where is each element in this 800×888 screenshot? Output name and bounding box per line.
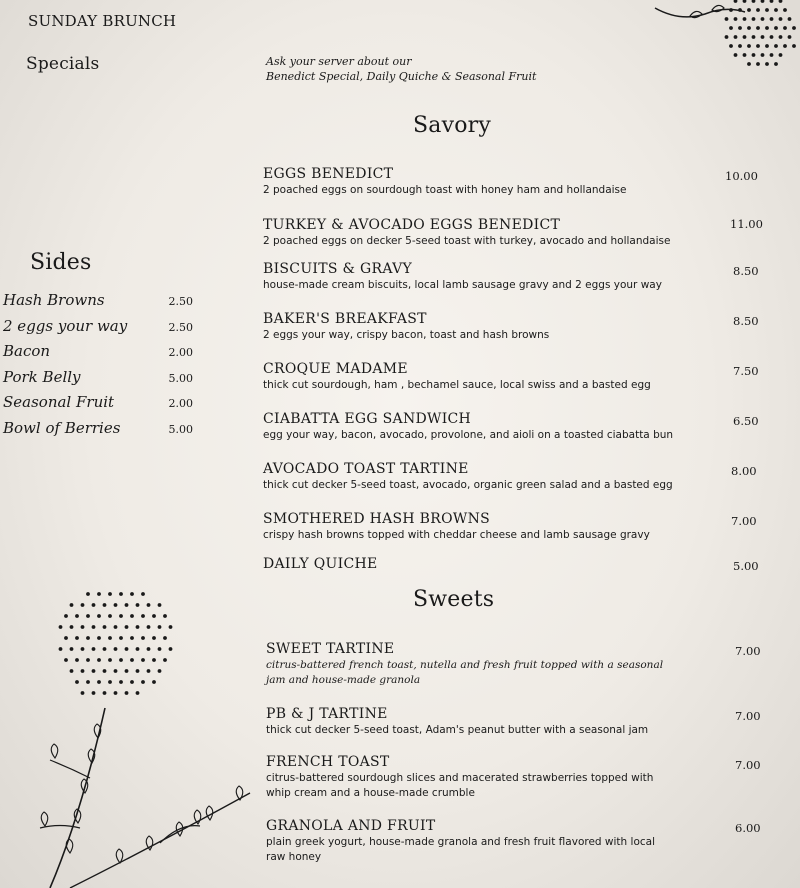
side-item-price: 5.00 <box>168 422 193 436</box>
menu-title: SUNDAY BRUNCH <box>28 12 177 30</box>
side-item <box>3 342 193 368</box>
side-item <box>3 317 193 343</box>
menu-item-price: 8.50 <box>733 264 759 278</box>
menu-item-price: 6.50 <box>733 414 759 428</box>
menu-item-name: SWEET TARTINE <box>266 641 395 657</box>
menu-item-description: thick cut decker 5-seed toast, avocado, organic green salad and a basted egg <box>263 479 673 491</box>
menu-item-description: egg your way, bacon, avocado, provolone, and aioli on a toasted ciabatta bun <box>263 429 674 441</box>
menu-item-price: 7.00 <box>735 644 761 658</box>
menu-item-name: DAILY QUICHE <box>263 556 378 572</box>
flower-branch-icon <box>10 588 270 888</box>
menu-item-name: GRANOLA AND FRUIT <box>266 818 436 834</box>
menu-item-name: AVOCADO TOAST TARTINE <box>263 461 469 477</box>
sweets-section-title: Sweets <box>413 587 495 612</box>
menu-item-bakers-breakfast <box>263 311 549 343</box>
menu-item-price: 7.00 <box>735 709 761 723</box>
menu-item-ciabatta-egg-sandwich <box>263 411 673 443</box>
side-item <box>3 291 193 317</box>
menu-item-description: 2 eggs your way, crispy bacon, toast and hash browns <box>263 329 550 341</box>
side-item-name: Seasonal Fruit <box>3 393 115 412</box>
menu-item-price: 7.00 <box>735 758 761 772</box>
menu-item-name: EGGS BENEDICT <box>263 166 394 182</box>
menu-item-description: citrus-battered french toast, nutella and fresh fruit topped with a seasonal <box>266 659 664 671</box>
menu-item-description: thick cut decker 5-seed toast, Adam's peanut butter with a seasonal jam <box>266 724 649 736</box>
menu-item-name: BAKER'S BREAKFAST <box>263 311 427 327</box>
menu-item-description: house-made cream biscuits, local lamb sausage gravy and 2 eggs your way <box>263 279 662 291</box>
specials-note <box>266 54 536 84</box>
dotted-flower-icon <box>650 0 800 80</box>
menu-item-price: 5.00 <box>733 559 759 573</box>
side-item-price: 2.50 <box>168 320 193 334</box>
menu-item-description: raw honey <box>266 851 322 863</box>
menu-item-turkey-avocado-benedict <box>263 217 670 249</box>
side-item-name: Bowl of Berries <box>3 418 121 437</box>
menu-item-sweet-tartine <box>266 641 663 688</box>
menu-item-name: TURKEY & AVOCADO EGGS BENEDICT <box>263 217 561 233</box>
menu-item-eggs-benedict <box>263 166 627 198</box>
side-item <box>3 393 193 419</box>
menu-item-description: crispy hash browns topped with cheddar cheese and lamb sausage gravy <box>263 529 650 541</box>
menu-item-price: 11.00 <box>730 217 763 231</box>
menu-item-smothered-hash-browns <box>263 511 650 543</box>
menu-item-description: 2 poached eggs on sourdough toast with honey ham and hollandaise <box>263 184 627 196</box>
menu-item-name: FRENCH TOAST <box>266 754 390 770</box>
side-item-price: 2.50 <box>168 295 193 308</box>
side-item <box>3 419 193 445</box>
menu-item-description: thick cut sourdough, ham , bechamel sauce, local swiss and a basted egg <box>263 379 651 391</box>
menu-item-pb-j-tartine <box>266 706 648 738</box>
sides-section-title: Sides <box>30 250 92 275</box>
side-item-name: 2 eggs your way <box>3 316 128 335</box>
specials-note-line: Benedict Special, Daily Quiche & Seasonal Fruit <box>266 70 537 83</box>
menu-item-name: CROQUE MADAME <box>263 361 408 377</box>
menu-item-price: 8.50 <box>733 314 759 328</box>
side-item-name: Bacon <box>3 342 51 361</box>
menu-item-biscuits-gravy <box>263 261 662 293</box>
menu-item-granola-and-fruit <box>266 818 655 865</box>
menu-item-avocado-toast-tartine <box>263 461 673 493</box>
menu-item-name: BISCUITS & GRAVY <box>263 261 413 277</box>
specials-note-line: Ask your server about our <box>266 55 412 68</box>
side-item-price: 2.00 <box>168 397 193 411</box>
menu-item-name: SMOTHERED HASH BROWNS <box>263 511 491 527</box>
menu-item-price: 10.00 <box>725 169 758 183</box>
menu-item-description: whip cream and a house-made crumble <box>266 787 475 799</box>
menu-item-croque-madame <box>263 361 651 393</box>
menu-item-name: CIABATTA EGG SANDWICH <box>263 411 472 427</box>
side-item <box>3 368 193 394</box>
menu-item-description: jam and house-made granola <box>266 674 421 686</box>
side-item-name: Hash Browns <box>3 291 105 309</box>
menu-item-price: 7.50 <box>733 364 759 378</box>
savory-section-title: Savory <box>413 113 492 138</box>
menu-item-price: 8.00 <box>731 464 757 478</box>
menu-item-description: citrus-battered sourdough slices and macerated strawberries topped with <box>266 772 654 784</box>
menu-item-daily-quiche <box>263 556 378 572</box>
side-item-name: Pork Belly <box>3 367 81 386</box>
side-item-price: 5.00 <box>168 371 193 385</box>
specials-label: Specials <box>26 54 100 74</box>
menu-item-french-toast <box>266 754 653 801</box>
sides-list <box>3 291 193 445</box>
menu-item-name: PB & J TARTINE <box>266 706 388 722</box>
menu-item-price: 7.00 <box>731 514 757 528</box>
menu-item-description: plain greek yogurt, house-made granola and fresh fruit flavored with local <box>266 836 655 848</box>
side-item-price: 2.00 <box>168 346 193 360</box>
menu-item-description: 2 poached eggs on decker 5-seed toast with turkey, avocado and hollandaise <box>263 235 671 247</box>
menu-item-price: 6.00 <box>735 821 761 835</box>
